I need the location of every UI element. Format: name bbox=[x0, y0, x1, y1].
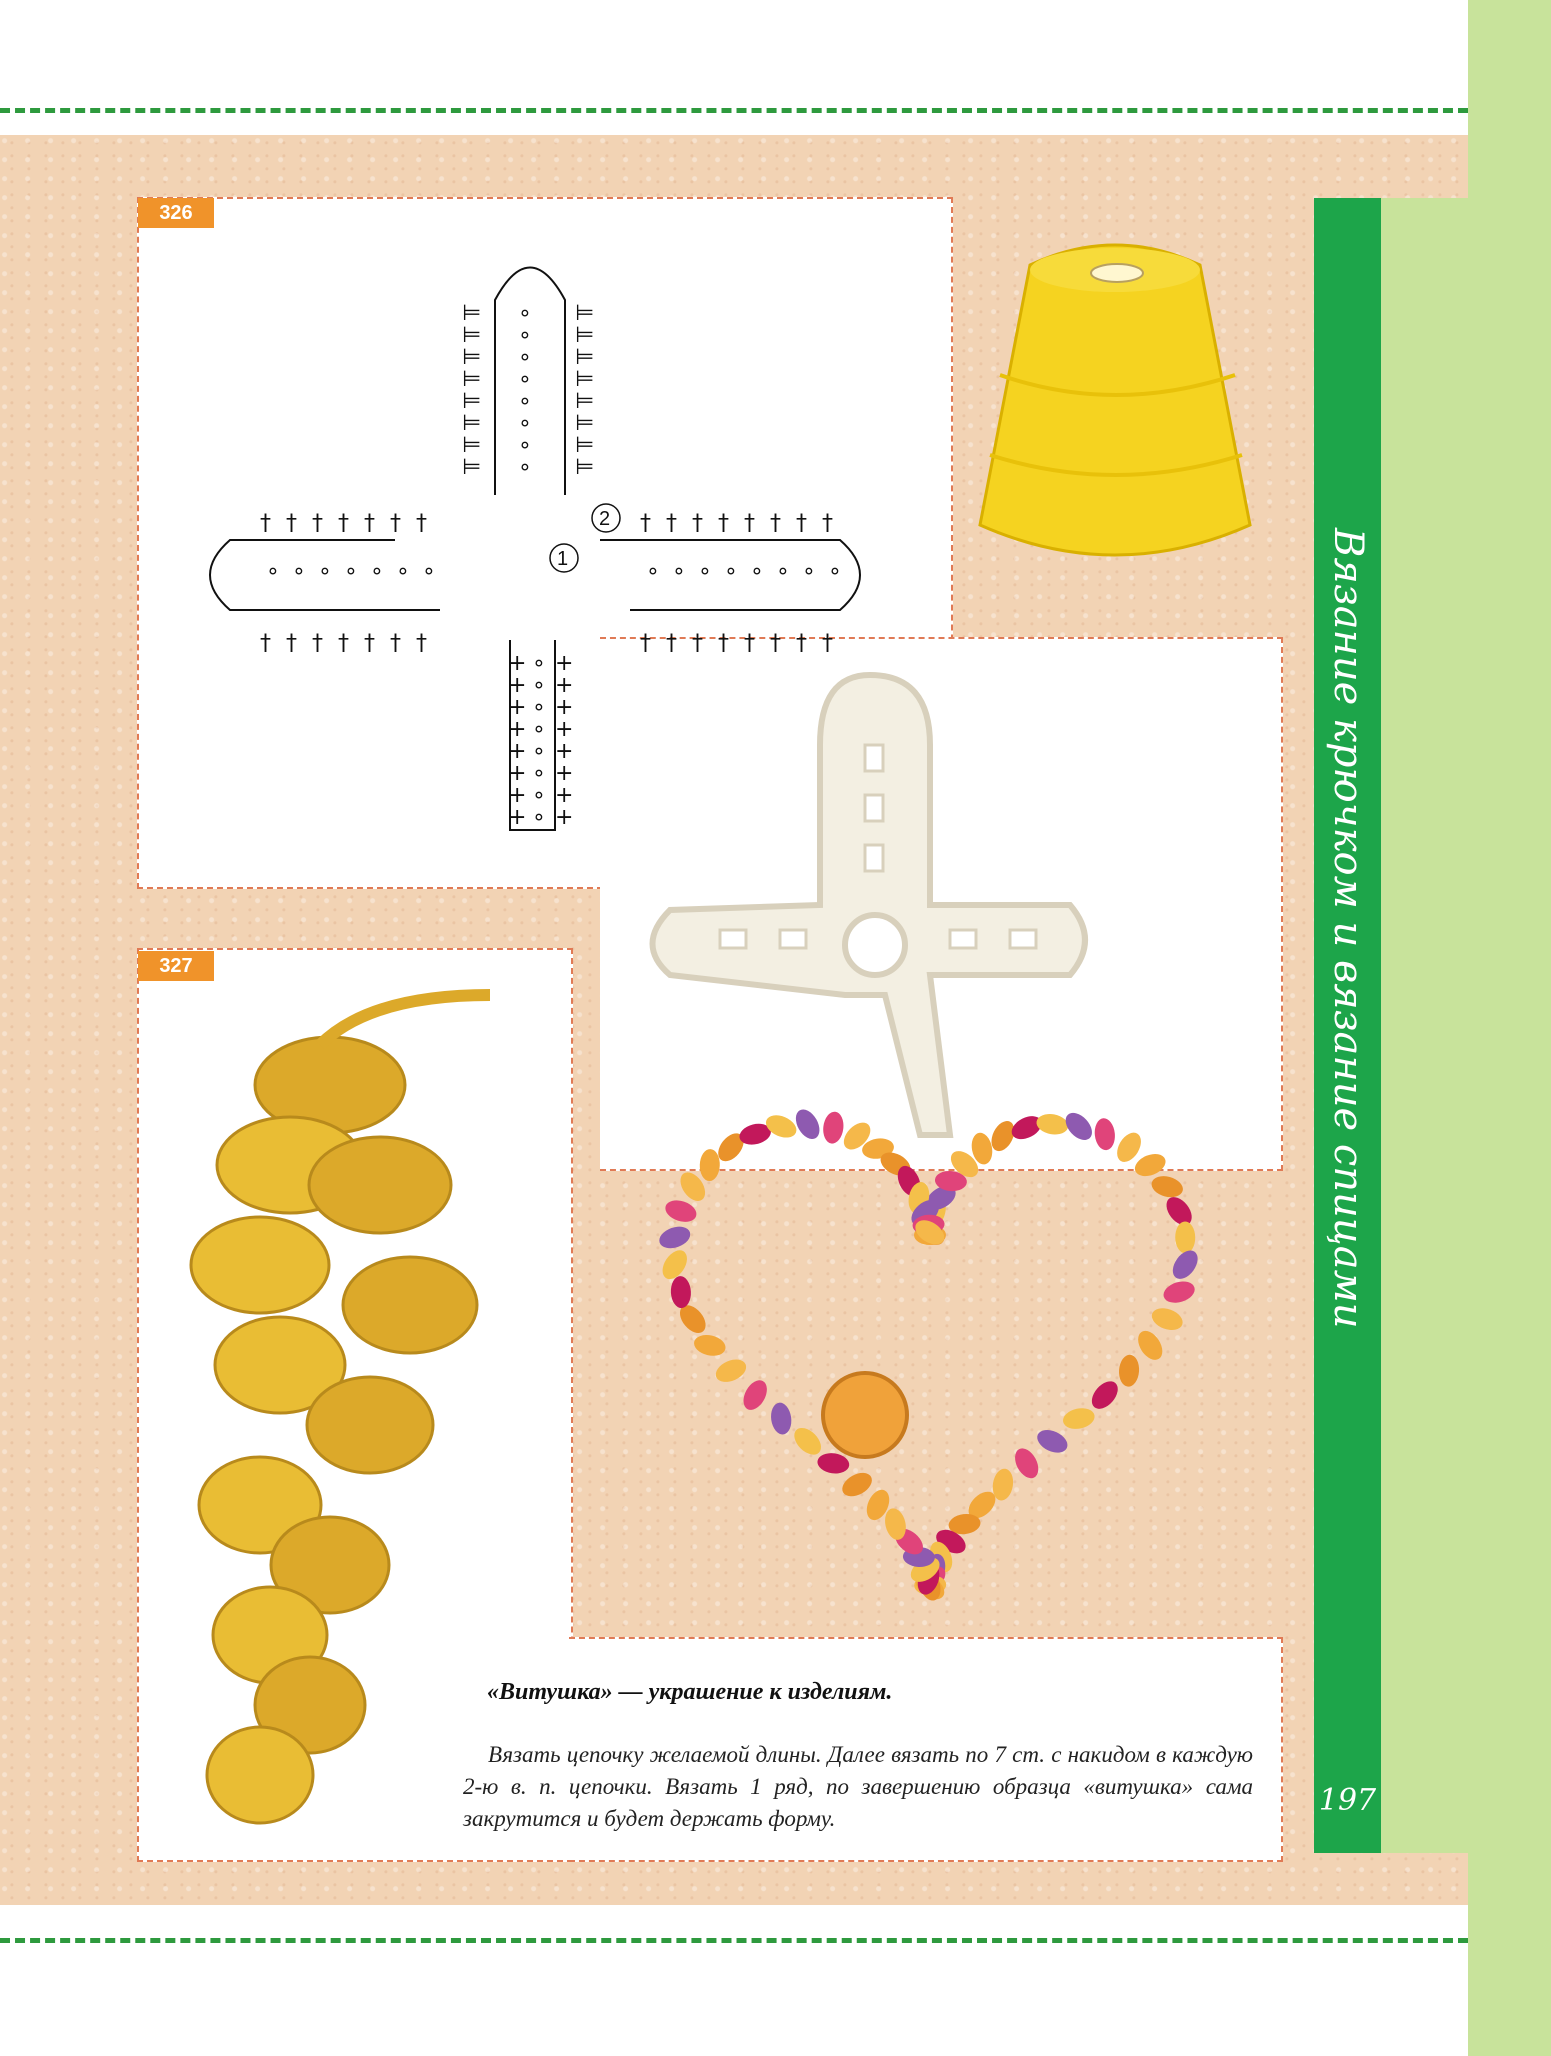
stitch-ch: ∘ bbox=[802, 559, 816, 584]
stitch-sc: + bbox=[508, 673, 527, 698]
stitch-ch: ∘ bbox=[532, 783, 546, 808]
stitch-dc: † bbox=[744, 511, 755, 536]
petal bbox=[1010, 1444, 1043, 1482]
stitch-dc: † bbox=[364, 511, 375, 536]
petal bbox=[1061, 1405, 1096, 1431]
stitch-dc: ⊨ bbox=[462, 345, 482, 370]
petal bbox=[821, 1111, 845, 1145]
petal bbox=[1034, 1425, 1071, 1457]
stitch-ch: ∘ bbox=[292, 559, 306, 584]
petal bbox=[769, 1401, 793, 1435]
petal bbox=[699, 1149, 720, 1182]
spiral-coil bbox=[307, 1377, 433, 1473]
petal bbox=[656, 1223, 693, 1252]
stitch-sc: + bbox=[555, 695, 574, 720]
figure-number-327: 327 bbox=[138, 951, 214, 981]
stitch-dc: † bbox=[822, 511, 833, 536]
stitch-sc: + bbox=[555, 761, 574, 786]
stitch-dc: † bbox=[796, 631, 807, 656]
rose bbox=[823, 1373, 907, 1457]
petal bbox=[692, 1332, 728, 1359]
stitch-dc: † bbox=[260, 631, 271, 656]
stitch-ch: ∘ bbox=[532, 739, 546, 764]
round-1-label: 1 bbox=[557, 548, 569, 570]
petal bbox=[1161, 1192, 1196, 1230]
stitch-ch: ∘ bbox=[646, 559, 660, 584]
stitch-sc: + bbox=[508, 695, 527, 720]
stitch-ch: ∘ bbox=[828, 559, 842, 584]
stitch-ch: ∘ bbox=[518, 455, 532, 480]
stitch-dc: † bbox=[640, 631, 651, 656]
stitch-dc: † bbox=[260, 511, 271, 536]
stitch-ch: ∘ bbox=[518, 411, 532, 436]
petal bbox=[1132, 1150, 1169, 1181]
stitch-dc: ⊨ bbox=[575, 367, 595, 392]
petal bbox=[816, 1451, 850, 1475]
stitch-dc: ⊨ bbox=[575, 345, 595, 370]
stitch-sc: + bbox=[555, 805, 574, 830]
stitch-sc: + bbox=[508, 805, 527, 830]
petal bbox=[1087, 1376, 1123, 1413]
stitch-ch: ∘ bbox=[318, 559, 332, 584]
caption-body: Вязать цепочку желаемой длины. Далее вязать по 7 ст. с накидом в каждую 2-ю в. п. цепочки. Вязать 1 ряд, по завершению образца «витушка» сама закрутится и будет держать форму. bbox=[463, 1742, 1253, 1831]
petal-heart-photo bbox=[630, 1035, 1230, 1635]
round-2-label: 2 bbox=[599, 508, 611, 530]
spiral-crochet-photo bbox=[150, 985, 570, 1855]
petal bbox=[1149, 1173, 1185, 1201]
stitch-dc: † bbox=[822, 631, 833, 656]
stitch-dc: † bbox=[744, 631, 755, 656]
stitch-dc: ⊨ bbox=[575, 389, 595, 414]
stitch-dc: ⊨ bbox=[462, 455, 482, 480]
bottom-dashed-rule bbox=[0, 1938, 1468, 1943]
stitch-ch: ∘ bbox=[532, 695, 546, 720]
stitch-sc: + bbox=[508, 739, 527, 764]
petal bbox=[739, 1376, 772, 1414]
spiral-coil bbox=[207, 1727, 313, 1823]
stitch-ch: ∘ bbox=[532, 651, 546, 676]
stitch-dc: † bbox=[312, 631, 323, 656]
petal bbox=[658, 1246, 692, 1284]
stitch-dc: ⊨ bbox=[462, 367, 482, 392]
petal bbox=[1093, 1117, 1116, 1151]
stitch-sc: + bbox=[555, 651, 574, 676]
stitch-dc: ⊨ bbox=[575, 323, 595, 348]
figure-number-326: 326 bbox=[138, 198, 214, 228]
stitch-ch: ∘ bbox=[266, 559, 280, 584]
stitch-dc: † bbox=[416, 511, 427, 536]
stitch-sc: + bbox=[508, 717, 527, 742]
stitch-dc: † bbox=[718, 511, 729, 536]
stitch-dc: ⊨ bbox=[462, 301, 482, 326]
stitch-dc: ⊨ bbox=[462, 323, 482, 348]
stitch-dc: † bbox=[692, 631, 703, 656]
petal bbox=[1149, 1304, 1186, 1334]
stitch-dc: ⊨ bbox=[462, 433, 482, 458]
petal bbox=[1133, 1327, 1167, 1365]
stitch-sc: + bbox=[555, 739, 574, 764]
stitch-dc: † bbox=[770, 631, 781, 656]
petal bbox=[663, 1197, 700, 1226]
petal bbox=[1118, 1354, 1140, 1387]
stitch-dc: † bbox=[666, 511, 677, 536]
stitch-sc: + bbox=[508, 651, 527, 676]
stitch-dc: † bbox=[692, 511, 703, 536]
stitch-dc: † bbox=[666, 631, 677, 656]
chapter-band-edge bbox=[1381, 198, 1468, 1853]
yarn-cone-photo bbox=[970, 225, 1260, 585]
petal bbox=[712, 1355, 749, 1386]
stitch-ch: ∘ bbox=[396, 559, 410, 584]
stitch-sc: + bbox=[508, 761, 527, 786]
stitch-ch: ∘ bbox=[518, 367, 532, 392]
stitch-ch: ∘ bbox=[518, 433, 532, 458]
petal bbox=[1175, 1221, 1196, 1253]
petal bbox=[789, 1423, 826, 1460]
stitch-dc: ⊨ bbox=[575, 411, 595, 436]
page-number: 197 bbox=[1318, 1783, 1377, 1818]
stitch-dc: ⊨ bbox=[462, 411, 482, 436]
stitch-dc: † bbox=[718, 631, 729, 656]
spiral-coil bbox=[343, 1257, 477, 1353]
stitch-dc: † bbox=[416, 631, 427, 656]
stitch-dc: † bbox=[770, 511, 781, 536]
stitch-sc: + bbox=[508, 783, 527, 808]
stitch-dc: † bbox=[338, 631, 349, 656]
stitch-dc: † bbox=[364, 631, 375, 656]
petal bbox=[838, 1468, 876, 1501]
stitch-ch: ∘ bbox=[532, 761, 546, 786]
petal bbox=[1035, 1112, 1070, 1137]
stitch-ch: ∘ bbox=[724, 559, 738, 584]
stitch-ch: ∘ bbox=[532, 673, 546, 698]
stitch-ch: ∘ bbox=[344, 559, 358, 584]
stitch-dc: ⊨ bbox=[462, 389, 482, 414]
stitch-sc: + bbox=[555, 717, 574, 742]
stitch-sc: + bbox=[555, 783, 574, 808]
spiral-coil bbox=[309, 1137, 451, 1233]
stitch-dc: ⊨ bbox=[575, 455, 595, 480]
stitch-dc: † bbox=[286, 631, 297, 656]
stitch-ch: ∘ bbox=[422, 559, 436, 584]
stitch-ch: ∘ bbox=[532, 805, 546, 830]
chapter-title: Вязание крючком и вязание спицами bbox=[1325, 527, 1371, 1329]
spiral-coil bbox=[191, 1217, 329, 1313]
stitch-dc: † bbox=[796, 511, 807, 536]
stitch-ch: ∘ bbox=[370, 559, 384, 584]
stitch-dc: † bbox=[390, 631, 401, 656]
stitch-ch: ∘ bbox=[518, 345, 532, 370]
petal bbox=[791, 1105, 824, 1143]
petal bbox=[670, 1276, 692, 1309]
stitch-ch: ∘ bbox=[750, 559, 764, 584]
stitch-dc: † bbox=[286, 511, 297, 536]
caption-title: «Витушка» — украшение к изделиям. bbox=[487, 1679, 893, 1705]
stitch-ch: ∘ bbox=[532, 717, 546, 742]
stitch-ch: ∘ bbox=[698, 559, 712, 584]
stitch-ch: ∘ bbox=[518, 301, 532, 326]
petal bbox=[1161, 1278, 1197, 1306]
stitch-dc: ⊨ bbox=[575, 433, 595, 458]
stitch-dc: † bbox=[390, 511, 401, 536]
stitch-ch: ∘ bbox=[518, 323, 532, 348]
stitch-dc: † bbox=[640, 511, 651, 536]
stitch-ch: ∘ bbox=[776, 559, 790, 584]
stitch-ch: ∘ bbox=[672, 559, 686, 584]
stitch-sc: + bbox=[555, 673, 574, 698]
stitch-dc: ⊨ bbox=[575, 301, 595, 326]
stitch-ch: ∘ bbox=[518, 389, 532, 414]
stitch-dc: † bbox=[338, 511, 349, 536]
stitch-dc: † bbox=[312, 511, 323, 536]
